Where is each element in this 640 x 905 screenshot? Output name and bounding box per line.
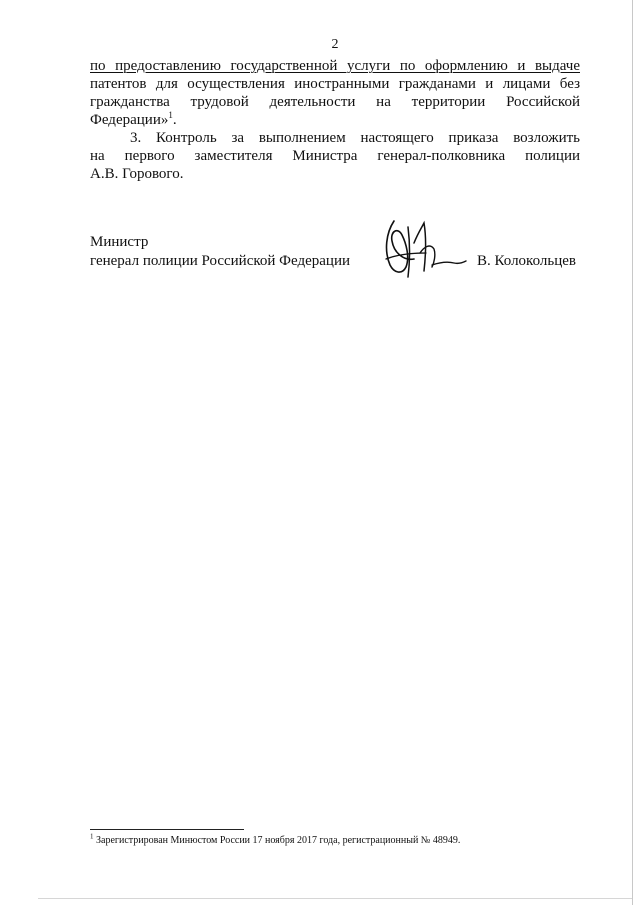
signer-title-line-1: Министр — [90, 234, 149, 250]
footnote-marker: 1 — [90, 832, 94, 841]
paragraph-1 — [90, 57, 580, 129]
paragraph-1-line-1: по предоставлению государственной услуги по оформлению и выдаче — [90, 58, 580, 74]
paragraph-1-line-4 — [90, 111, 580, 129]
paragraph-2-line-1: 3. Контроль за выполнением настоящего приказа возложить — [130, 130, 580, 146]
paragraph-2-line-2: на первого заместителя Министра генерал-полковника полиции — [90, 148, 580, 164]
footnote-reference: 1 — [168, 110, 173, 120]
body-text — [90, 57, 580, 183]
page-number: 2 — [331, 37, 339, 52]
paragraph-1-line-4-text: Федерации» — [90, 112, 169, 128]
footnote-separator — [90, 829, 244, 830]
handwritten-signature — [380, 213, 472, 285]
paragraph-1-line-3: гражданства трудовой деятельности на территории Российской — [90, 94, 580, 110]
paragraph-1-line-4-end: . — [172, 112, 177, 128]
signer-name: В. Колокольцев — [477, 253, 576, 269]
paragraph-1-line-2: патентов для осуществления иностранными гражданами и лицами без — [90, 76, 580, 92]
signer-title-line-2: генерал полиции Российской Федерации — [90, 253, 351, 269]
footnote — [90, 834, 590, 847]
scan-edge-line — [632, 0, 633, 905]
footnote-text: Зарегистрирован Минюстом России 17 ноября 2017 года, регистрационный № 48949. — [96, 835, 461, 846]
scan-bottom-line — [38, 898, 632, 899]
paragraph-2-line-3: А.В. Горового. — [90, 166, 184, 182]
paragraph-2 — [90, 129, 580, 183]
